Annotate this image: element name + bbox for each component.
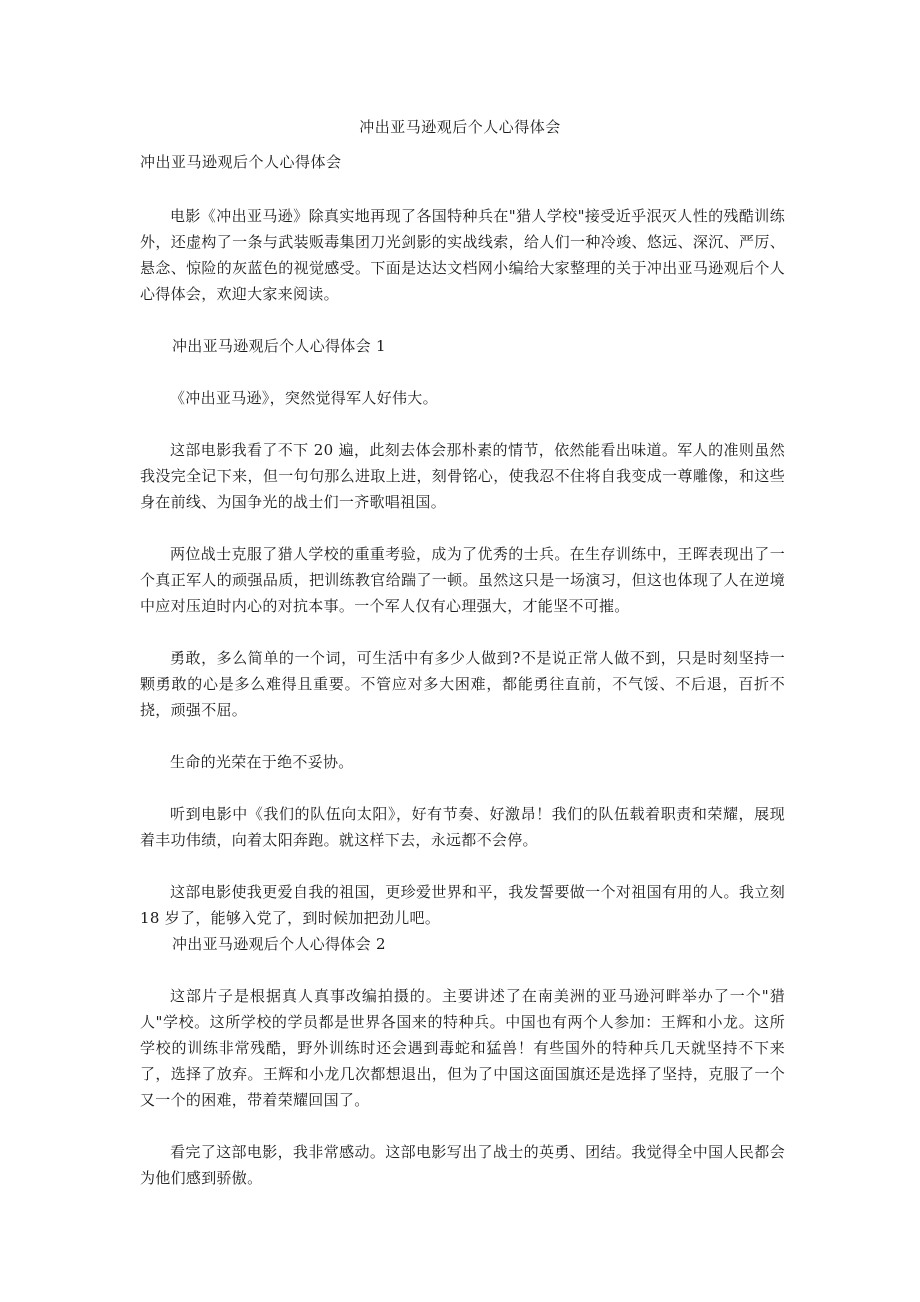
section-heading-2: 冲出亚马逊观后个人心得体会 2 xyxy=(172,935,386,953)
section2-paragraph: 看完了这部电影，我非常感动。这部电影写出了战士的英勇、团结。我觉得全中国人民都会为他们感到骄傲。 xyxy=(140,1143,785,1187)
section1-paragraph: 这部电影我看了不下 20 遍，此刻去体会那朴素的情节，依然能看出味道。军人的准则虽然我没完全记下来，但一句句那么进取上进，刻骨铭心，使我忍不住将自我变成一尊雕像，和这些身在前线、为国争光的战士们一齐歌唱祖国。 xyxy=(140,441,785,511)
document-subtitle: 冲出亚马逊观后个人心得体会 xyxy=(140,153,342,171)
document-body xyxy=(140,203,785,1217)
section1-paragraph: 勇敢，多么简单的一个词，可生活中有多少人做到?不是说正常人做不到，只是时刻坚持一颗勇敢的心是多么难得且重要。不管应对多大困难，都能勇往直前，不气馁、不后退，百折不挠，顽强不屈。 xyxy=(140,649,785,719)
section1-paragraph: 听到电影中《我们的队伍向太阳》，好有节奏、好激昂！我们的队伍载着职责和荣耀，展现着丰功伟绩，向着太阳奔跑。就这样下去，永远都不会停。 xyxy=(140,805,785,849)
section1-paragraph: 这部电影使我更爱自我的祖国，更珍爱世界和平，我发誓要做一个对祖国有用的人。我立刻 18 岁了，能够入党了，到时候加把劲儿吧。 xyxy=(140,883,785,927)
page-title: 冲出亚马逊观后个人心得体会 xyxy=(359,118,561,136)
section-heading-1: 冲出亚马逊观后个人心得体会 1 xyxy=(172,337,386,355)
section1-paragraph: 两位战士克服了猎人学校的重重考验，成为了优秀的士兵。在生存训练中，王晖表现出了一个真正军人的顽强品质，把训练教官给踹了一顿。虽然这只是一场演习，但这也体现了人在逆境中应对压迫时内心的对抗本事。一个军人仅有心理强大，才能坚不可摧。 xyxy=(140,545,785,615)
section2-paragraph: 这部片子是根据真人真事改编拍摄的。主要讲述了在南美洲的亚马逊河畔举办了一个"猎人"学校。这所学校的学员都是世界各国来的特种兵。中国也有两个人参加：王辉和小龙。这所学校的训练非常残酷，野外训练时还会遇到毒蛇和猛兽！有些国外的特种兵几天就坚持不下来了，选择了放弃。王辉和小龙几次都想退出，但为了中国这面国旗还是选择了坚持，克服了一个又一个的困难，带着荣耀回国了。 xyxy=(140,987,785,1109)
intro-paragraph: 电影《冲出亚马逊》除真实地再现了各国特种兵在"猎人学校"接受近乎泯灭人性的残酷训练外，还虚构了一条与武装贩毒集团刀光剑影的实战线索，给人们一种冷竣、悠远、深沉、严厉、悬念、惊险的灰蓝色的视觉感受。下面是达达文档网小编给大家整理的关于冲出亚马逊观后个人心得体会，欢迎大家来阅读。 xyxy=(140,207,785,303)
section1-paragraph: 《冲出亚马逊》，突然觉得军人好伟大。 xyxy=(170,389,438,407)
section1-paragraph: 生命的光荣在于绝不妥协。 xyxy=(170,753,354,771)
